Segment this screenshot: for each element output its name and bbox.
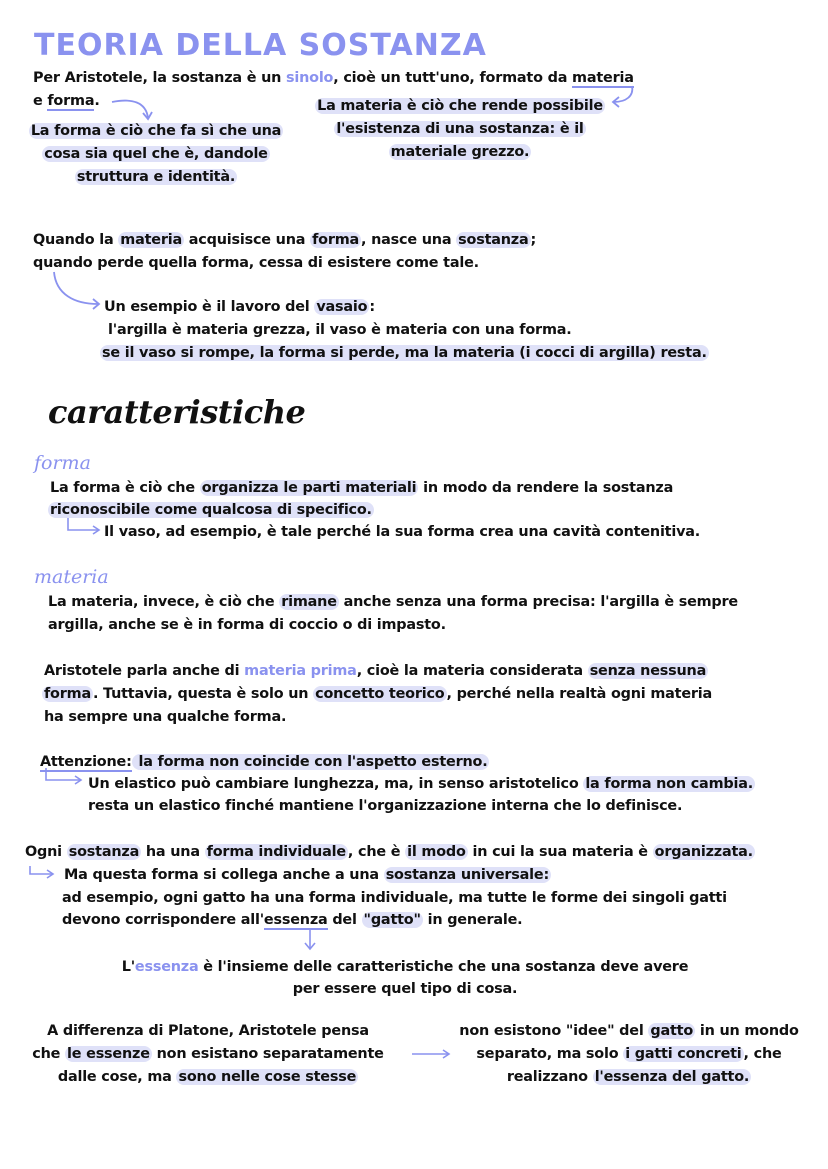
highlight: forma individuale [206, 844, 346, 860]
ogni-line-3: ad esempio, ogni gatto ha una forma individuale, ma tutte le forme dei singoli gatti [62, 890, 727, 906]
materia-def-line: materiale grezzo. [390, 144, 530, 160]
text: è l'insieme delle caratteristiche che una sostanza deve avere [198, 959, 689, 975]
text: ha una [141, 844, 205, 860]
term-sinolo: sinolo [286, 70, 334, 86]
ogni-line-1 [25, 841, 755, 864]
text: . Tuttavia, questa è solo un [92, 686, 314, 702]
highlight: "gatto" [363, 912, 421, 928]
text: , che [743, 1046, 782, 1062]
text: Un elastico può cambiare lunghezza, ma, in senso aristotelico [88, 776, 584, 792]
intro-line-2 [33, 90, 100, 113]
text: Un esempio è il lavoro del [104, 299, 315, 315]
attenzione-line-2 [88, 773, 755, 796]
vasaio-highlight: se il vaso si rompe, la forma si perde, ma la materia (i cocci di argilla) resta. [102, 345, 707, 361]
essenza-line-2: per essere quel tipo di cosa. [292, 981, 518, 997]
highlight: i gatti concreti [625, 1046, 742, 1062]
page-title: TEORIA DELLA SOSTANZA [34, 28, 487, 63]
text: ; [530, 232, 537, 248]
materia-prima-line-3: ha sempre una qualche forma. [44, 709, 287, 725]
forma-def-line: La forma è ciò che fa sì che una [30, 123, 282, 139]
text: : [369, 299, 375, 315]
highlight: l'essenza del gatto. [594, 1069, 750, 1085]
text: , perché nella realtà ogni materia [446, 686, 713, 702]
quando-line-2: quando perde quella forma, cessa di esistere come tale. [33, 255, 479, 271]
materia-def-line: La materia è ciò che rende possibile [317, 98, 603, 114]
highlight: sono nelle cose stesse [178, 1069, 357, 1085]
term-forma: forma [312, 232, 360, 248]
essenza-line-1 [60, 956, 750, 979]
line [450, 1020, 808, 1043]
attenzione-label: Attenzione: [40, 754, 132, 770]
forma-line-3: Il vaso, ad esempio, è tale perché la sua forma crea una cavità contenitiva. [104, 524, 701, 540]
vasaio-line-1 [104, 296, 375, 319]
materia-prima-line-1 [44, 660, 708, 683]
forma-def-line: cosa sia quel che è, dandole [44, 146, 268, 162]
attenzione-line-3: resta un elastico finché mantiene l'organizzazione interna che lo definisce. [88, 798, 683, 814]
text: realizzano [506, 1069, 593, 1085]
attenzione-line-1 [40, 751, 489, 774]
text: non esistono "idee" del [459, 1023, 649, 1039]
materia-definition [300, 95, 620, 164]
materia-line-2: argilla, anche se è in forma di coccio o di impasto. [48, 617, 446, 633]
intro-text: e [33, 93, 48, 109]
highlight: concetto teorico [315, 686, 445, 702]
term-materia-prima: materia prima [244, 663, 357, 679]
text: Quando la [33, 232, 119, 248]
line [18, 1043, 398, 1066]
text: in modo da rendere la sostanza [418, 480, 674, 496]
text: Aristotele parla anche di [44, 663, 245, 679]
down-arrow-icon [301, 928, 321, 954]
line [450, 1066, 808, 1089]
materia-line-1 [48, 591, 738, 614]
curved-arrow-icon [50, 272, 110, 312]
text: dalle cose, ma [57, 1069, 177, 1085]
text: in un mondo [695, 1023, 799, 1039]
intro-text: Per Aristotele, la sostanza è un [33, 70, 286, 86]
vasaio-line-2: l'argilla è materia grezza, il vaso è materia con una forma. [108, 322, 572, 338]
text: L' [121, 959, 135, 975]
text: che [32, 1046, 66, 1062]
text: in cui la sua materia è [467, 844, 653, 860]
highlight: la forma non cambia. [585, 776, 753, 792]
text: , cioè la materia considerata [356, 663, 588, 679]
right-arrow-icon [410, 1046, 454, 1062]
highlight: le essenze [67, 1046, 150, 1062]
subheading-forma: forma [34, 452, 91, 474]
intro-line-1 [33, 67, 634, 90]
text: separato, ma solo [476, 1046, 624, 1062]
text: in generale. [422, 912, 523, 928]
line [18, 1066, 398, 1089]
materia-def-line: l'esistenza di una sostanza: è il [336, 121, 584, 137]
ogni-line-2 [64, 864, 551, 887]
term-sostanza: sostanza [68, 844, 140, 860]
highlight: forma [44, 686, 91, 702]
subheading-materia: materia [34, 566, 109, 588]
forma-line-1 [50, 477, 673, 500]
text: non esistano separatamente [151, 1046, 384, 1062]
term-essenza: essenza [263, 912, 328, 928]
ogni-line-4 [62, 909, 522, 932]
text: , nasce una [361, 232, 457, 248]
bent-arrow-icon [66, 518, 106, 538]
text: Ma questa forma si collega anche a una [64, 867, 384, 883]
term-materia: materia [120, 232, 182, 248]
text: , che è [347, 844, 406, 860]
forma-def-line: struttura e identità. [76, 169, 236, 185]
text: devono corrispondere all' [62, 912, 264, 928]
text: Ogni [25, 844, 67, 860]
text: La materia, invece, è ciò che [48, 594, 280, 610]
line [450, 1043, 808, 1066]
highlight: senza nessuna [589, 663, 707, 679]
text: A differenza di Platone, Aristotele pensa [47, 1023, 369, 1039]
highlight: organizza le parti materiali [201, 480, 417, 496]
term-essenza: essenza [134, 959, 199, 975]
highlight: gatto [650, 1023, 694, 1039]
platone-left [18, 1020, 398, 1089]
term-vasaio: vasaio [316, 299, 368, 315]
bent-arrow-icon [28, 866, 64, 882]
vasaio-line-3 [100, 342, 709, 365]
highlight: sostanza universale: [385, 867, 550, 883]
bent-arrow-icon [44, 768, 88, 788]
section-heading-caratteristiche: caratteristiche [48, 393, 306, 431]
highlight: riconoscibile come qualcosa di specifico. [50, 502, 372, 518]
text: acquisisce una [183, 232, 311, 248]
text: La forma è ciò che [50, 480, 200, 496]
highlight: il modo [407, 844, 466, 860]
intro-text: , cioè un tutt'uno, formato da [333, 70, 573, 86]
platone-right [450, 1020, 808, 1089]
forma-definition [18, 120, 294, 189]
materia-prima-line-2 [42, 683, 712, 706]
term-sostanza: sostanza [458, 232, 529, 248]
quando-line-1 [33, 229, 536, 252]
highlight: organizzata. [654, 844, 753, 860]
term-forma: forma [47, 93, 95, 109]
term-materia: materia [572, 70, 634, 86]
highlight: rimane [281, 594, 337, 610]
text: anche senza una forma precisa: l'argilla è sempre [338, 594, 738, 610]
highlight: la forma non coincide con l'aspetto esterno. [133, 754, 488, 770]
intro-text: . [94, 93, 100, 109]
text: del [327, 912, 362, 928]
